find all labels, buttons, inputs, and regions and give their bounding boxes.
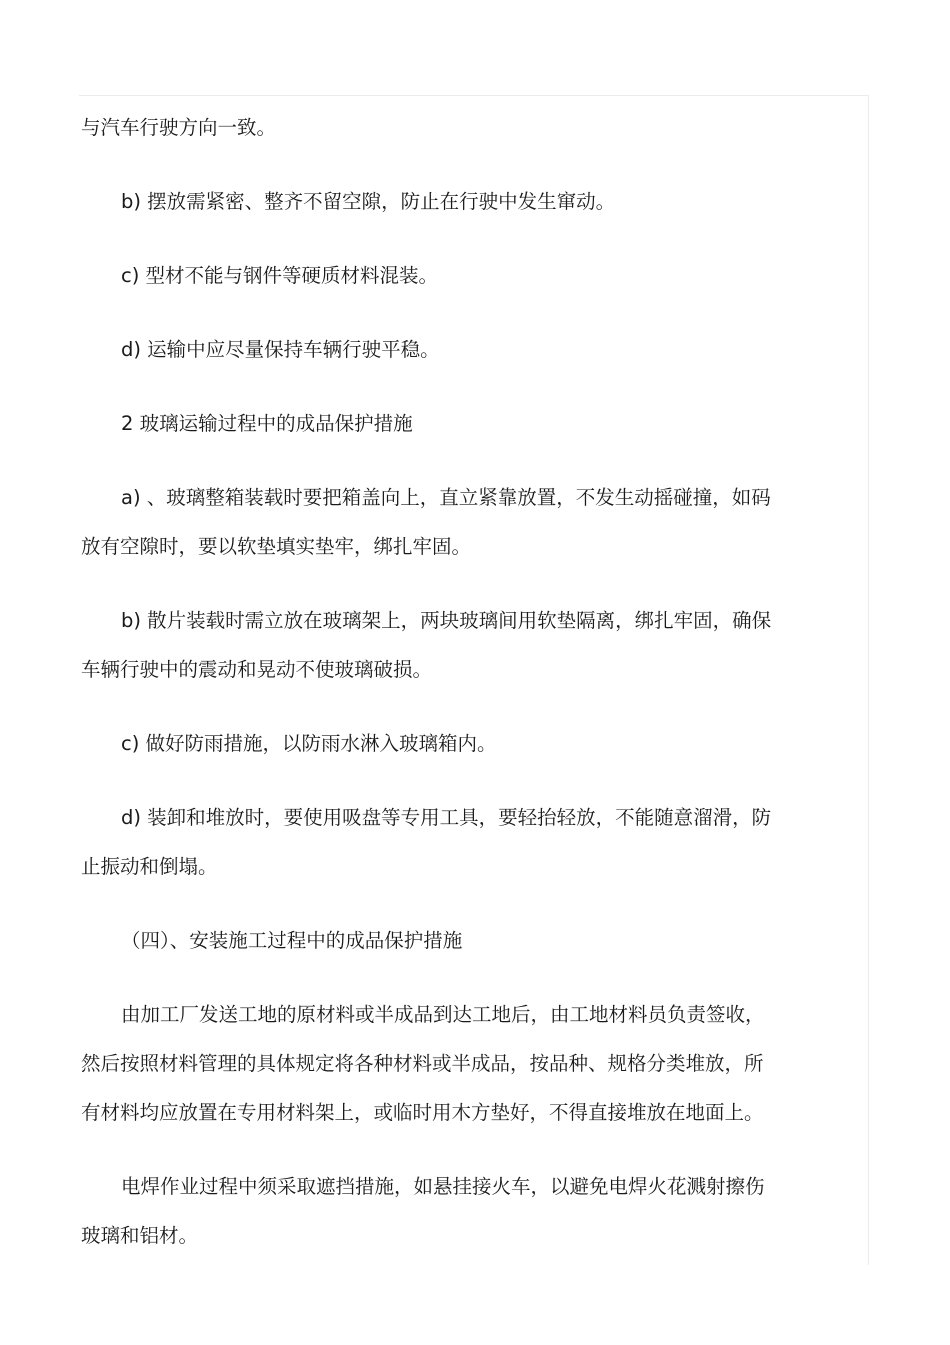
paragraph-line: 放有空隙时，要以软垫填实垫牢，绑扎牢固。 — [81, 535, 472, 558]
paragraph-line: b) 散片装载时需立放在玻璃架上，两块玻璃间用软垫隔离，绑扎牢固，确保 — [121, 609, 772, 632]
paragraph-line: 有材料均应放置在专用材料架上，或临时用木方垫好，不得直接堆放在地面上。 — [81, 1101, 764, 1124]
paragraph-line: d) 运输中应尽量保持车辆行驶平稳。 — [121, 338, 440, 361]
paragraph-line: 玻璃和铝材。 — [81, 1224, 199, 1247]
section-heading: 2 玻璃运输过程中的成品保护措施 — [121, 412, 413, 435]
paragraph-line: 然后按照材料管理的具体规定将各种材料或半成品，按品种、规格分类堆放，所 — [81, 1052, 764, 1075]
section-heading: （四）、安装施工过程中的成品保护措施 — [121, 929, 463, 952]
paragraph-line: d) 装卸和堆放时，要使用吸盘等专用工具，要轻抬轻放，不能随意溜滑，防 — [121, 806, 772, 829]
paragraph-line: a) 、玻璃整箱装载时要把箱盖向上，直立紧靠放置，不发生动摇碰撞，如码 — [121, 486, 771, 509]
paragraph-line: 电焊作业过程中须采取遮挡措施，如悬挂接火车，以避免电焊火花溅射擦伤 — [121, 1175, 765, 1198]
paragraph-line: c) 型材不能与钢件等硬质材料混装。 — [121, 264, 439, 287]
paragraph-line: b) 摆放需紧密、整齐不留空隙，防止在行驶中发生窜动。 — [121, 190, 616, 213]
paragraph-line: 止振动和倒塌。 — [81, 855, 218, 878]
document-body — [81, 103, 816, 1260]
paragraph-line: 由加工厂发送工地的原材料或半成品到达工地后，由工地材料员负责签收， — [121, 1003, 765, 1026]
paragraph-line: c) 做好防雨措施，以防雨水淋入玻璃箱内。 — [121, 732, 497, 755]
paragraph-line: 车辆行驶中的震动和晃动不使玻璃破损。 — [81, 658, 433, 681]
paragraph-line: 与汽车行驶方向一致。 — [81, 116, 277, 139]
